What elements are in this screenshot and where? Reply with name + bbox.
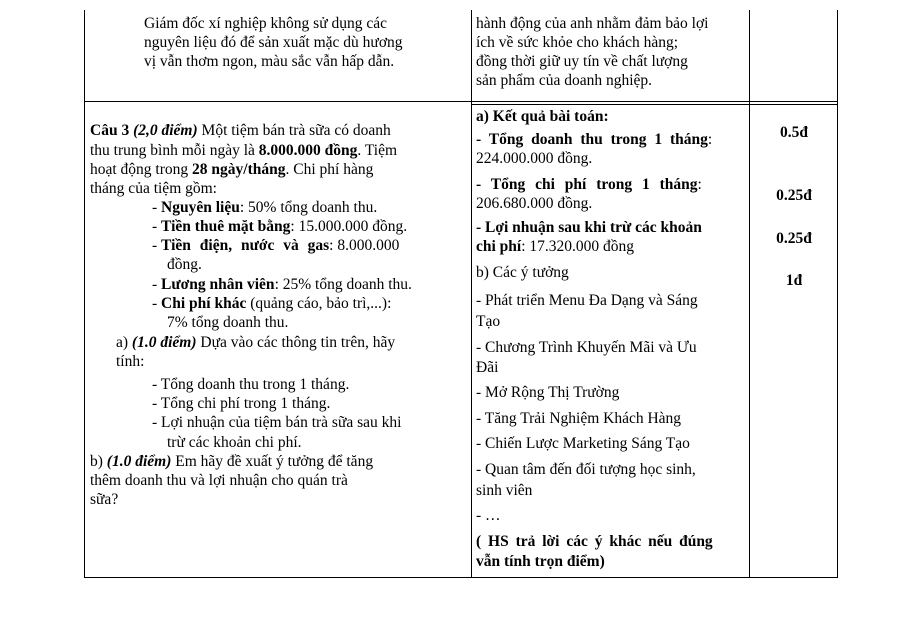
answer-profit-label: - Lợi nhuận sau khi trừ các khoản <box>476 219 702 236</box>
question-intro-line: tháng của tiệm gồm: <box>90 180 217 197</box>
cost-item: - Tiền điện, nước và gas: 8.000.000 <box>152 237 400 254</box>
part-a-item: - Tổng chi phí trong 1 tháng. <box>152 395 331 412</box>
part-a-item: - Tổng doanh thu trong 1 tháng. <box>152 376 350 393</box>
cost-item: - Tiền thuê mặt bằng: 15.000.000 đồng. <box>152 218 408 235</box>
operating-days: 28 ngày/tháng <box>192 161 286 178</box>
question-label: Câu 3 <box>90 122 130 139</box>
top-right-line: đồng thời giữ uy tín về chất lượng <box>476 53 688 70</box>
table-divider-1 <box>471 10 472 578</box>
question-intro-line <box>90 122 391 140</box>
cost-item: - Chi phí khác (quảng cáo, bảo trì,...): <box>152 295 392 312</box>
table-divider-2 <box>749 10 750 578</box>
cost-item-cont: đồng. <box>167 256 202 273</box>
part-b-line: thêm doanh thu và lợi nhuận cho quán trà <box>90 472 348 489</box>
top-left-line: Giám đốc xí nghiệp không sử dụng các <box>144 15 388 32</box>
part-a-points: (1.0 điểm) <box>131 334 197 351</box>
idea-item: - Chương Trình Khuyến Mãi và Ưu <box>476 339 697 356</box>
question-intro-line: hoạt động trong 28 ngày/tháng. Chi phí hàng <box>90 161 374 178</box>
score-revenue: 0.5đ <box>780 124 808 141</box>
score-profit: 0.25đ <box>776 230 812 247</box>
idea-item: - Quan tâm đến đối tượng học sinh, <box>476 461 696 478</box>
idea-item: - … <box>476 507 501 524</box>
grading-note: vẫn tính trọn điểm) <box>476 553 605 570</box>
answer-a-title: a) Kết quả bài toán: <box>476 108 609 125</box>
answer-revenue: - Tổng doanh thu trong 1 tháng: <box>476 131 713 148</box>
score-cost: 0.25đ <box>776 187 812 204</box>
cost-item-cont: 7% tổng doanh thu. <box>167 314 289 331</box>
answer-b-title: b) Các ý tưởng <box>476 264 569 281</box>
row-divider <box>84 101 838 102</box>
top-left-line: nguyên liệu đó để sản xuất mặc dù hương <box>144 34 403 51</box>
part-b-line: sữa? <box>90 491 119 508</box>
idea-item: - Mở Rộng Thị Trường <box>476 384 620 401</box>
table-border-bottom <box>84 577 838 578</box>
part-a-line: a) (1.0 điểm) Dựa vào các thông tin trên, hãy <box>116 334 396 351</box>
question-intro-line: thu trung bình mỗi ngày là 8.000.000 đồng. Tiệm <box>90 142 398 159</box>
part-b-points: (1.0 điểm) <box>106 453 172 470</box>
top-right-line: sản phẩm của doanh nghiệp. <box>476 72 653 89</box>
idea-item: - Chiến Lược Marketing Sáng Tạo <box>476 435 690 452</box>
question-points: (2,0 điểm) <box>133 122 198 139</box>
table-border-right <box>837 10 838 578</box>
answer-profit: chi phí: 17.320.000 đồng <box>476 238 635 255</box>
part-a-item: - Lợi nhuận của tiệm bán trà sữa sau khi <box>152 414 402 431</box>
idea-item-cont: Tạo <box>476 313 501 330</box>
answer-revenue-value: 224.000.000 đồng. <box>476 150 593 167</box>
daily-revenue: 8.000.000 đồng <box>258 142 358 159</box>
top-right-line: hành động của anh nhằm đảm bảo lợi <box>476 15 709 32</box>
idea-item: - Phát triển Menu Đa Dạng và Sáng <box>476 292 698 309</box>
top-left-line: vị vẫn thơm ngon, màu sắc vẫn hấp dẫn. <box>144 53 395 70</box>
part-a-line: tính: <box>116 353 145 370</box>
idea-item-cont: sinh viên <box>476 482 533 499</box>
answer-cost-value: 206.680.000 đồng. <box>476 195 593 212</box>
part-a-item-cont: trừ các khoản chi phí. <box>167 434 302 451</box>
grading-note: ( HS trả lời các ý khác nếu đúng <box>476 533 713 550</box>
answer-cost: - Tổng chi phí trong 1 tháng: <box>476 176 702 193</box>
row-divider-2 <box>471 104 838 105</box>
part-b-line: b) (1.0 điểm) Em hãy đề xuất ý tưởng để tăng <box>90 453 374 470</box>
question-intro: Một tiệm bán trà sữa có doanh <box>201 122 391 139</box>
idea-item: - Tăng Trải Nghiệm Khách Hàng <box>476 410 682 427</box>
score-ideas: 1đ <box>785 272 803 289</box>
cost-item: - Lương nhân viên: 25% tổng doanh thu. <box>152 276 412 293</box>
table-border-left <box>84 10 85 578</box>
idea-item-cont: Đãi <box>476 359 499 376</box>
top-right-line: ích về sức khỏe cho khách hàng; <box>476 34 679 51</box>
cost-item: - Nguyên liệu: 50% tổng doanh thu. <box>152 199 378 216</box>
